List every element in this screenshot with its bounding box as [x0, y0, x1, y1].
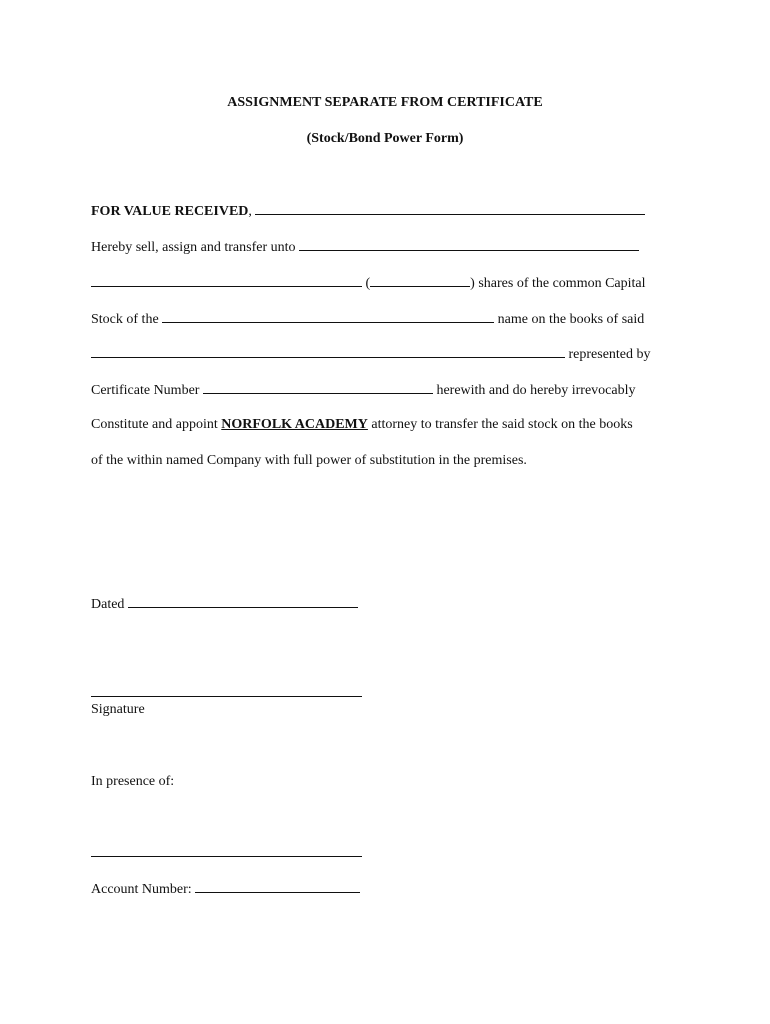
- value-received-line: [91, 201, 645, 221]
- substitution-line: [91, 452, 527, 470]
- account-number-field[interactable]: [195, 879, 360, 893]
- value-received-comma: ,: [248, 204, 252, 219]
- signature-caption: [91, 701, 145, 719]
- substitution-label: of the within named Company with full power of substitution in the premises.: [91, 453, 527, 468]
- witness-signature-field[interactable]: [91, 856, 362, 857]
- signature-field[interactable]: [91, 696, 362, 697]
- signature-label: Signature: [91, 702, 145, 717]
- document-title: ASSIGNMENT SEPARATE FROM CERTIFICATE: [227, 95, 543, 110]
- shares-number-field[interactable]: [370, 273, 470, 287]
- shares-words-field[interactable]: [91, 273, 362, 287]
- value-received-field[interactable]: [255, 201, 645, 215]
- dated-label: Dated: [91, 597, 125, 612]
- presence-label: In presence of:: [91, 774, 175, 789]
- stock-of-label: Stock of the: [91, 312, 159, 327]
- company-field[interactable]: [162, 309, 494, 323]
- shares-label: ) shares of the common Capital: [470, 276, 646, 291]
- stock-of-line: [91, 309, 644, 329]
- transfer-unto-label: Hereby sell, assign and transfer unto: [91, 240, 296, 255]
- dated-line: [91, 594, 358, 614]
- presence-line: [91, 773, 174, 791]
- transfer-unto-line: [91, 237, 639, 257]
- attorney-label: attorney to transfer the said stock on the books: [371, 417, 633, 432]
- certificate-number-line: [91, 380, 635, 400]
- value-received-label: FOR VALUE RECEIVED: [91, 204, 249, 219]
- books-label: name on the books of said: [497, 312, 645, 327]
- certificate-number-label: Certificate Number: [91, 383, 200, 398]
- transfer-unto-field[interactable]: [299, 237, 639, 251]
- represented-label: represented by: [568, 347, 651, 362]
- represented-line: [91, 344, 651, 364]
- shares-open-paren: (: [365, 276, 371, 291]
- document-subtitle: (Stock/Bond Power Form): [306, 131, 464, 146]
- account-number-line: [91, 879, 360, 899]
- attorney-name: NORFOLK ACADEMY: [221, 417, 368, 432]
- certificate-number-field[interactable]: [203, 380, 433, 394]
- dated-field[interactable]: [128, 594, 358, 608]
- account-number-label: Account Number:: [91, 882, 192, 897]
- appoint-label: Constitute and appoint: [91, 417, 218, 432]
- appoint-line: [91, 416, 633, 434]
- represented-field[interactable]: [91, 344, 565, 358]
- irrevocably-label: herewith and do hereby irrevocably: [436, 383, 636, 398]
- shares-line: [91, 273, 646, 293]
